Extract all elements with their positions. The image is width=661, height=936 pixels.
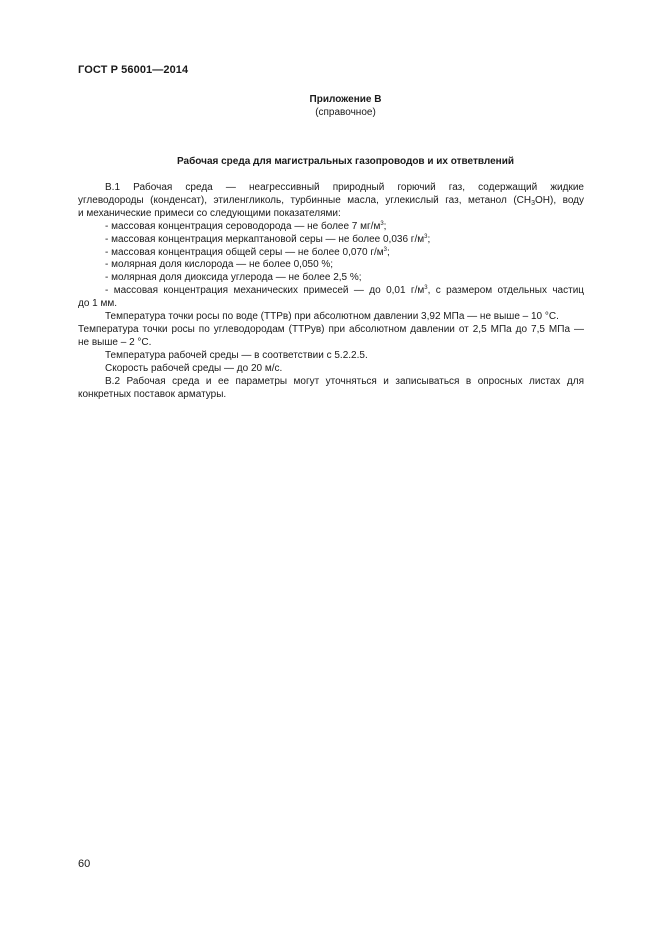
paragraph-dew-point-hydrocarbon: Температура точки росы по углеводородам (ТТРув) при абсолютном давлении от 2,5 МПа до 7,5 МПа — — [78, 323, 584, 335]
superscript: 3 — [424, 233, 428, 240]
section-title: Рабочая среда для магистральных газопроводов и их ответвлений — [177, 156, 514, 167]
appendix-title: Приложение В — [309, 94, 382, 105]
text-fragment: - массовая концентрация механических примесей — до 0,01 г/м — [105, 285, 425, 297]
paragraph-dew-point-hydrocarbon-cont: не выше – 2 °С. — [78, 336, 152, 348]
list-item-oxygen: - молярная доля кислорода — не более 0,050 %; — [105, 259, 334, 271]
superscript: 3 — [383, 246, 387, 253]
paragraph-working-temperature: Температура рабочей среды — в соответствии с 5.2.2.5. — [105, 349, 368, 361]
text-fragment: OH), воду — [535, 194, 584, 206]
superscript: 3 — [380, 220, 384, 227]
text-fragment: - массовая концентрация меркаптановой серы — не более 0,036 г/м — [105, 233, 425, 245]
paragraph-b1-line1: В.1 Рабочая среда — неагрессивный природный горючий газ, содержащий жидкие — [105, 182, 584, 193]
paragraph-b1-line3: и механические примеси со следующими показателями: — [78, 207, 341, 219]
list-item-carbon-dioxide: - молярная доля диоксида углерода — не более 2,5 %; — [105, 272, 362, 284]
text-fragment: , с размером отдельных частиц — [427, 285, 585, 297]
text-fragment: ; — [427, 233, 431, 245]
appendix-subtitle: (справочное) — [315, 107, 376, 118]
text-fragment: углеводороды (конденсат), этиленгликоль, турбинные масла, углекислый газ, метанол (CH — [78, 194, 532, 206]
paragraph-b2-line2: конкретных поставок арматуры. — [78, 388, 227, 400]
text-fragment: - массовая концентрация общей серы — не более 0,070 г/м — [105, 246, 384, 258]
document-standard-header: ГОСТ Р 56001—2014 — [78, 64, 189, 76]
page-number: 60 — [78, 858, 91, 870]
list-item-total-sulfur — [78, 247, 584, 260]
list-item-mercaptan-sulfur — [78, 234, 584, 247]
list-item-mechanical-impurities — [78, 285, 584, 298]
document-body — [78, 182, 584, 401]
text-fragment: - массовая концентрация сероводорода — не более 7 мг/м — [105, 220, 381, 232]
superscript: 3 — [424, 285, 428, 292]
list-item-mechanical-impurities-cont: до 1 мм. — [78, 298, 118, 310]
paragraph-b1-line2 — [78, 195, 584, 208]
paragraph-b2-line1: В.2 Рабочая среда и ее параметры могут уточняться и записываться в опросных листах для — [105, 375, 584, 387]
text-fragment: ; — [383, 220, 387, 232]
list-item-hydrogen-sulfide — [78, 221, 584, 234]
paragraph-working-speed: Скорость рабочей среды — до 20 м/с. — [105, 362, 283, 374]
paragraph-dew-point-water: Температура точки росы по воде (ТТРв) при абсолютном давлении 3,92 МПа — не выше – 10 °С. — [105, 311, 559, 323]
subscript: 3 — [531, 199, 536, 207]
text-fragment: ; — [386, 246, 390, 258]
